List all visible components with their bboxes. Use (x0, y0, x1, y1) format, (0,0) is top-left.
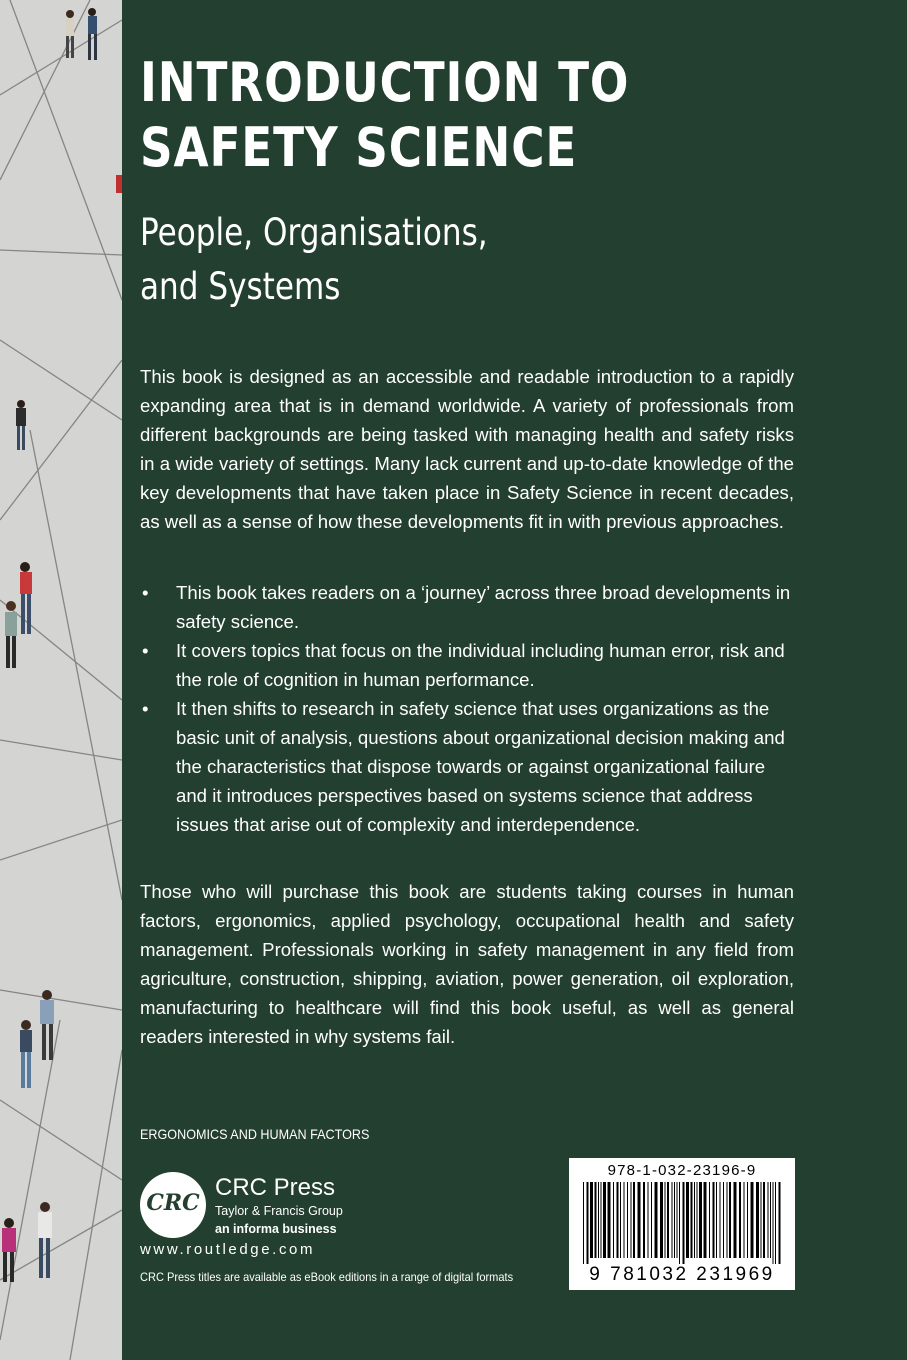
barcode-bar (648, 1182, 649, 1258)
barcode-bar (694, 1182, 695, 1258)
barcode-bar (773, 1182, 774, 1264)
barcode-bar (679, 1182, 680, 1264)
barcode-bar (643, 1182, 645, 1258)
barcode-bar (716, 1182, 717, 1258)
barcode-bar (747, 1182, 748, 1258)
barcode-bar (583, 1182, 584, 1264)
barcode-bar (655, 1182, 658, 1258)
barcode-bar (739, 1182, 741, 1258)
barcode-bar (709, 1182, 710, 1258)
barcode-bar (620, 1182, 621, 1258)
barcode-bar (677, 1182, 678, 1258)
barcode-bar (595, 1182, 597, 1258)
crc-logo-icon (140, 1172, 206, 1238)
intro-paragraph: This book is designed as an accessible and readable introduction to a rapidly expanding area that is in demand worldwide. A variety of professionals from different backgrounds are being tasked with managing health and safety risks in a wide variety of settings. Many lack current and up-to-date knowledge of the key developments that have taken place in Safety Science in recent decades, as well as a sense of how these developments fit in with previous approaches. (140, 366, 794, 532)
barcode-bar (665, 1182, 666, 1258)
barcode-bar (686, 1182, 689, 1258)
crowd-photo (0, 0, 122, 1360)
bullet-text: It then shifts to research in safety science that uses organizations as the basic unit of analysis, questions about organizational decision making and the characteristics that dispose towards or against organizational failure and it introduces perspectives based on systems science that address issues that arise out of complexity and interdependence. (176, 698, 785, 835)
barcode-bar (624, 1182, 625, 1258)
barcode-bar (723, 1182, 724, 1258)
barcode-bar (617, 1182, 619, 1258)
bullet-text: It covers topics that focus on the individual including human error, risk and the role of cognition in human performance. (176, 640, 785, 690)
bullet-text: This book takes readers on a ‘journey’ across three broad developments in safety science. (176, 582, 791, 632)
barcode-bar (603, 1182, 606, 1258)
barcode-bar (734, 1182, 737, 1258)
subtitle-line-2: and Systems (140, 265, 341, 308)
barcode-bar (697, 1182, 698, 1258)
barcode-bar (779, 1182, 781, 1264)
barcode-bar (672, 1182, 673, 1258)
barcode-bar (598, 1182, 599, 1258)
barcode-bar (763, 1182, 765, 1258)
barcode-bar (744, 1182, 745, 1258)
publisher-tagline: an informa business (215, 1222, 337, 1236)
barcode-bar (651, 1182, 652, 1258)
barcode-bar (633, 1182, 635, 1258)
isbn-barcode (569, 1158, 795, 1290)
cover-photo-strip (0, 0, 122, 1360)
barcode-bar (590, 1182, 593, 1258)
barcode-bar (660, 1182, 663, 1258)
logo-text: CRC (146, 1190, 200, 1216)
barcode-bar (751, 1182, 754, 1258)
audience-paragraph: Those who will purchase this book are students taking courses in human factors, ergonomics, applied psychology, occupational health and safety management. Professionals working in safety management in any field from agriculture, construction, shipping, aviation, power generation, oil exploration, manufacturing to healthcare will find this book useful, as well as general readers interested in why systems fail. (140, 881, 794, 1047)
barcode-bar (699, 1182, 702, 1258)
series-label: ERGONOMICS AND HUMAN FACTORS (140, 1126, 370, 1142)
barcode-bar (587, 1182, 589, 1264)
barcode-bar (608, 1182, 611, 1258)
book-title (140, 50, 629, 180)
bullet-item (140, 636, 800, 694)
bullet-icon: • (142, 640, 149, 661)
title-line-2: SAFETY SCIENCE (140, 116, 578, 179)
publisher-group: Taylor & Francis Group (215, 1204, 343, 1218)
subtitle-line-1: People, Organisations, (140, 211, 488, 254)
back-cover-panel (122, 0, 907, 1360)
barcode-digits: 9 781032 231969 (589, 1264, 775, 1285)
barcode-bar (756, 1182, 759, 1258)
bullet-item (140, 694, 800, 839)
title-line-1: INTRODUCTION TO (140, 51, 630, 114)
barcode-bar (761, 1182, 762, 1258)
barcode-bar (720, 1182, 721, 1258)
bullet-icon: • (142, 582, 149, 603)
bullet-icon: • (142, 698, 149, 719)
barcode-bar (713, 1182, 715, 1258)
barcode-bar (768, 1182, 769, 1258)
barcode-bar (667, 1182, 669, 1258)
barcode-bar (704, 1182, 707, 1258)
publisher-website[interactable]: www.routledge.com (140, 1241, 316, 1258)
book-subtitle (140, 206, 488, 314)
barcode-bar (627, 1182, 628, 1258)
feature-bullet-list (140, 578, 800, 839)
barcode-bar (601, 1182, 602, 1258)
barcode-bars (581, 1182, 783, 1264)
barcode-bar (775, 1182, 776, 1264)
barcode-bar (770, 1182, 771, 1258)
ebook-note: CRC Press titles are available as eBook editions in a range of digital formats (140, 1270, 514, 1284)
isbn-number: 978-1-032-23196-9 (607, 1162, 757, 1179)
barcode-bar (631, 1182, 632, 1258)
barcode-bar (729, 1182, 731, 1258)
publisher-name: CRC Press (215, 1174, 336, 1201)
bullet-item (140, 578, 800, 636)
barcode-bar (683, 1182, 685, 1264)
barcode-bar (674, 1182, 675, 1258)
barcode-bar (638, 1182, 641, 1258)
barcode-bar (727, 1182, 728, 1258)
barcode-bar (613, 1182, 614, 1258)
barcode-bar (691, 1182, 693, 1258)
